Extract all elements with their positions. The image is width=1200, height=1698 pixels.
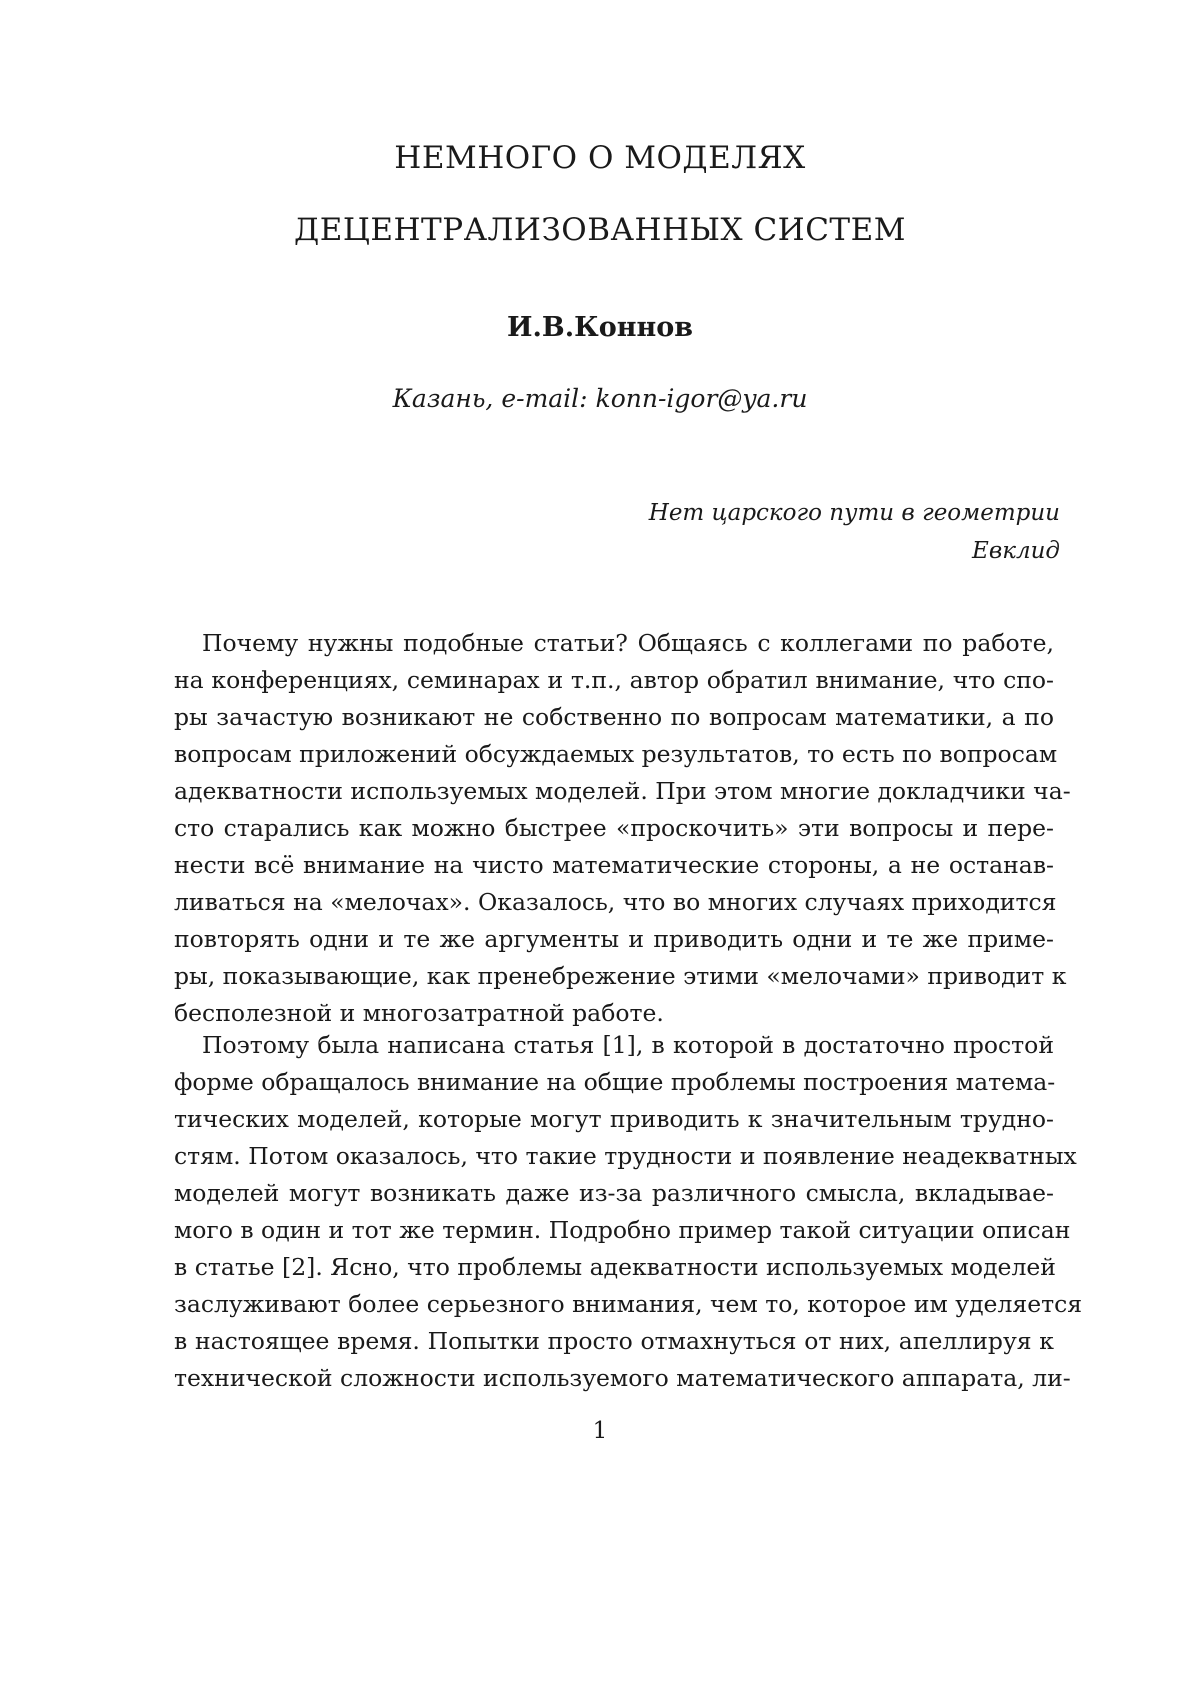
text-line: сто старались как можно быстрее «проскочить» эти вопросы и пере-	[174, 814, 1054, 842]
text-line: вопросам приложений обсуждаемых результатов, то есть по вопросам	[174, 740, 1058, 768]
text-line: в настоящее время. Попытки просто отмахнуться от них, апеллируя к	[174, 1327, 1054, 1355]
page-number: 1	[592, 1418, 608, 1444]
text-line: в статье [2]. Ясно, что проблемы адекватности используемых моделей	[174, 1253, 1056, 1281]
title-line-2: ДЕЦЕНТРАЛИЗОВАННЫХ СИСТЕМ	[294, 212, 906, 248]
epigraph-attribution: Евклид	[972, 538, 1060, 564]
epigraph-quote: Нет царского пути в геометрии	[648, 500, 1060, 526]
text-line: ры зачастую возникают не собственно по вопросам математики, а по	[174, 703, 1054, 731]
text-line: стям. Потом оказалось, что такие трудности и появление неадекватных	[174, 1142, 1077, 1170]
text-line: моделей могут возникать даже из-за различного смысла, вкладывае-	[174, 1179, 1054, 1207]
text-line: Почему нужны подобные статьи? Общаясь с коллегами по работе,	[202, 629, 1054, 657]
paragraph-1	[174, 625, 1071, 1032]
text-line: повторять одни и те же аргументы и приводить одни и те же приме-	[174, 925, 1054, 953]
title-line-1: НЕМНОГО О МОДЕЛЯХ	[394, 140, 806, 176]
paragraph-2	[174, 1027, 1083, 1397]
author-name: И.В.Коннов	[507, 312, 693, 343]
text-line: адекватности используемых моделей. При этом многие докладчики ча-	[174, 777, 1071, 805]
author-affiliation: Казань, e-mail: konn-igor@ya.ru	[392, 384, 808, 413]
text-line: заслуживают более серьезного внимания, чем то, которое им уделяется	[174, 1290, 1083, 1318]
text-line: нести всё внимание на чисто математические стороны, а не останав-	[174, 851, 1054, 879]
text-line: мого в один и тот же термин. Подробно пример такой ситуации описан	[174, 1216, 1071, 1244]
text-line: на конференциях, семинарах и т.п., автор обратил внимание, что спо-	[174, 666, 1054, 694]
text-line: технической сложности используемого математического аппарата, ли-	[174, 1364, 1071, 1392]
text-line: ры, показывающие, как пренебрежение этими «мелочами» приводит к	[174, 962, 1067, 990]
text-line: ливаться на «мелочах». Оказалось, что во многих случаях приходится	[174, 888, 1057, 916]
text-line: бесполезной и многозатратной работе.	[174, 999, 664, 1027]
text-line: Поэтому была написана статья [1], в которой в достаточно простой	[202, 1031, 1054, 1059]
text-line: форме обращалось внимание на общие проблемы построения матема-	[174, 1068, 1056, 1096]
text-line: тических моделей, которые могут приводить к значительным трудно-	[174, 1105, 1054, 1133]
